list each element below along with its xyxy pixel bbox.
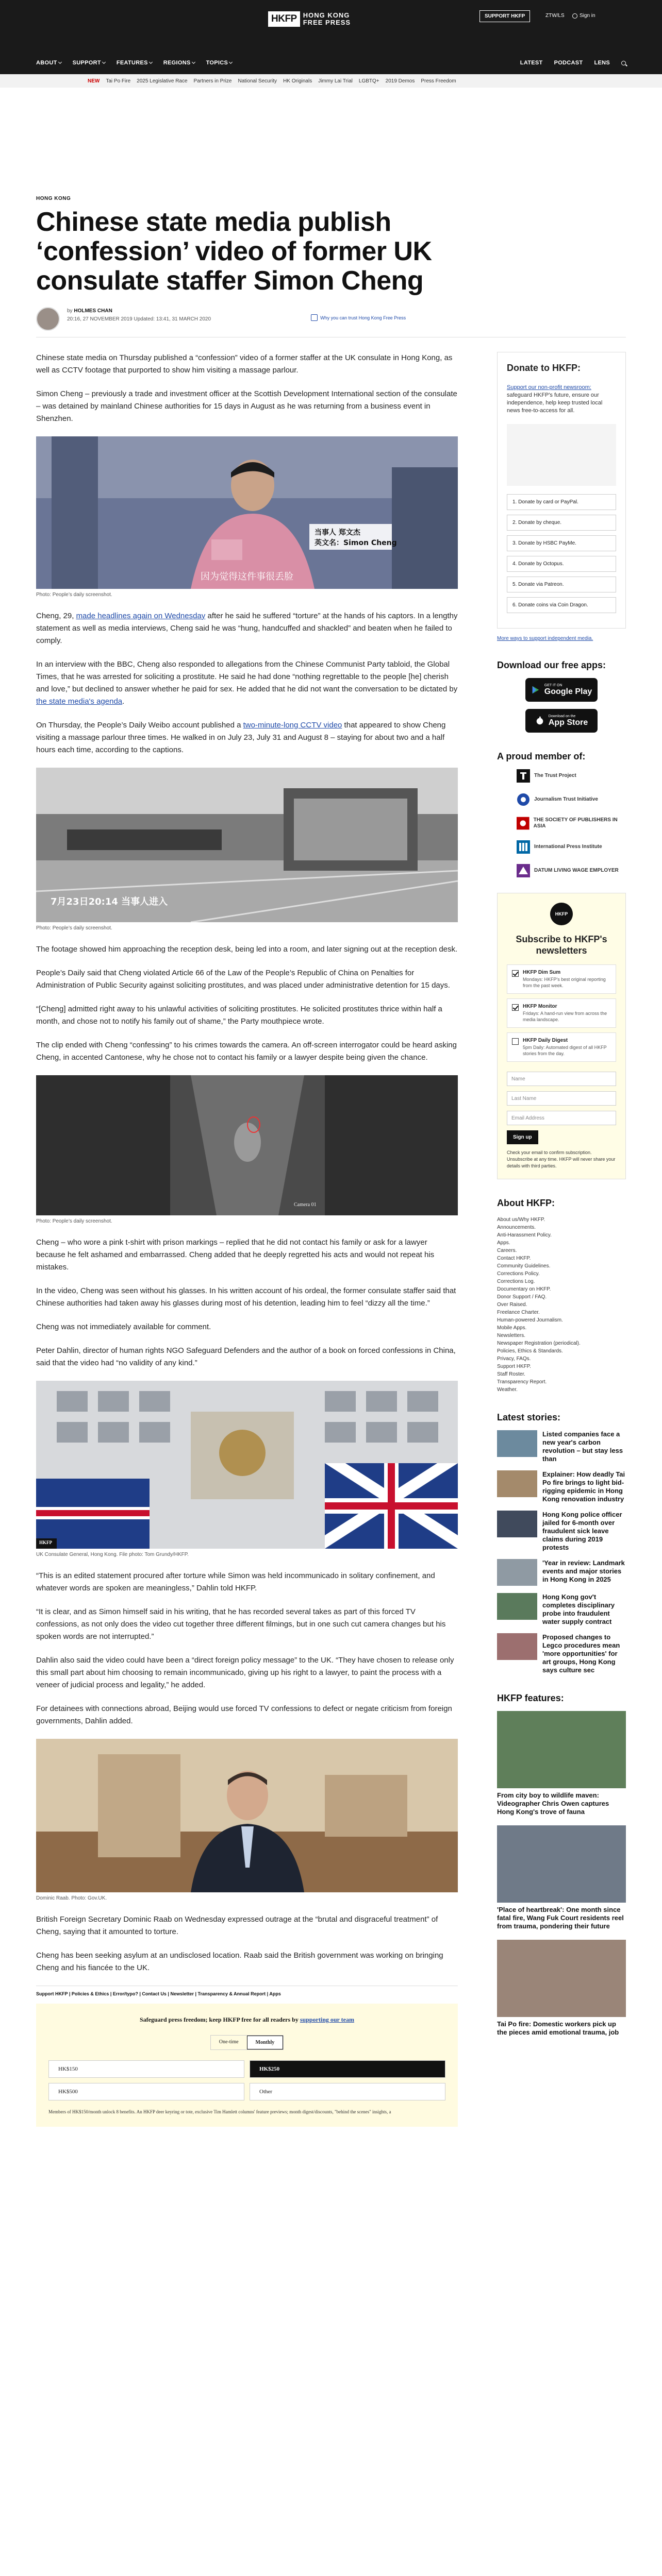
trending-bar: [0, 74, 662, 88]
paragraph: Peter Dahlin, director of human rights NGO Safeguard Defenders and the author of a book on forced confessions in China, said that the video had “no validity of any kind.”: [36, 1346, 456, 1367]
about-link[interactable]: Mobile Apps.: [497, 1325, 527, 1331]
search-icon[interactable]: [621, 61, 626, 65]
trust-project-logo: [517, 769, 530, 783]
donation-option-graphic: [507, 424, 616, 486]
camera-stamp: Camera 01: [294, 1202, 317, 1208]
about-link[interactable]: Corrections Policy.: [497, 1271, 540, 1277]
donate-option-patreon[interactable]: 5. Donate via Patreon.: [507, 577, 616, 592]
photo-caption: Photo: People’s daily screenshot.: [36, 1218, 112, 1224]
latest-title: Latest stories:: [497, 1412, 561, 1422]
nav-features[interactable]: FEATURES: [117, 60, 152, 66]
first-name-field[interactable]: Name: [507, 1072, 616, 1086]
trending-item[interactable]: Tai Po Fire: [106, 78, 131, 84]
about-link[interactable]: Donor Support / FAQ.: [497, 1294, 547, 1300]
paragraph: For detainees with connections abroad, Beijing would use forced TV confessions to defect or negate criticism from foreign governments, Dahlin added.: [36, 1704, 452, 1725]
amount-option[interactable]: HK$150: [48, 2060, 244, 2078]
about-link[interactable]: Staff Roster.: [497, 1371, 525, 1377]
nav-lens[interactable]: LENS: [594, 60, 610, 66]
chevron-down-icon: [102, 60, 106, 64]
trust-icon: [311, 314, 318, 321]
main-nav: [0, 52, 662, 74]
paragraph: Dahlin also said the video could have been a “direct foreign policy message” to the UK. “They have chosen to release only this small part about him choosing to remain incommunicado, giving up his right to a lawyer, to paint the process with a veneer of judicial process and legality,” he added.: [36, 1656, 454, 1689]
paragraph: “[Cheng] admitted right away to his unlawful activities of soliciting prostitutes. He solicited prostitutes thrice within half a month, and chose not to notify his family out of shame,” the Party mouthpiece wrote.: [36, 1005, 442, 1026]
google-play-icon: [531, 685, 540, 694]
email-field[interactable]: Email Address: [507, 1111, 616, 1125]
chevron-down-icon: [58, 60, 62, 64]
paragraph: Simon Cheng – previously a trade and investment officer at the Scottish Development International section of the consulate – was detained by mainland Chinese authorities for 15 days in August as he was returning from a business event in Shenzhen.: [36, 389, 457, 423]
paragraph: Chinese state media on Thursday published a “confession” video of a former staffer at the UK consulate in Hong Kong, as well as CCTV footage that purported to show him visiting a massage parlour.: [36, 353, 453, 375]
member-title: A proud member of:: [497, 751, 586, 761]
paragraph: Cheng has been seeking asylum at an undisclosed location. Raab said the British government was working on bringing Cheng and his fiancée to the UK.: [36, 1951, 443, 1972]
about-link[interactable]: Contact HKFP.: [497, 1256, 531, 1261]
about-link[interactable]: Apps.: [497, 1240, 510, 1246]
donate-option-octopus[interactable]: 4. Donate by Octopus.: [507, 556, 616, 572]
story-thumbnail: [497, 1511, 537, 1537]
logo-line2: FREE PRESS: [303, 19, 351, 26]
newsletter-option-daily-digest[interactable]: HKFP Daily Digest 5pm Daily: Automated digest of all HKFP stories from the day.: [507, 1032, 616, 1062]
trending-item[interactable]: Partners in Prize: [193, 78, 232, 84]
trending-item[interactable]: 2019 Demos: [385, 78, 415, 84]
nav-about[interactable]: ABOUT: [36, 60, 61, 66]
latest-story[interactable]: Hong Kong police officer jailed for 6-month over fraudulent sick leave claims during 2019 protests: [497, 1511, 626, 1552]
logo-line1: HONG KONG: [303, 11, 350, 20]
photo-caption: UK Consulate General, Hong Kong. File photo: Tom Grundy/HKFP.: [36, 1552, 189, 1557]
paragraph: People’s Daily said that Cheng violated Article 66 of the Law of the People’s Republic of China on Penalties for Administration of Public Security against soliciting prostitutes, and was placed under administrative detention for 15 days.: [36, 969, 450, 990]
about-link[interactable]: Newspaper Registration (periodical).: [497, 1341, 581, 1346]
app-store-button[interactable]: Download on the App Store: [525, 709, 598, 733]
page-title: Chinese state media publish ‘confession’ video of former UK consulate staffer Simon Cheng: [36, 207, 432, 296]
feature-image: [497, 1711, 626, 1788]
trending-label: NEW: [88, 78, 100, 84]
language-switch[interactable]: ZTW/LS: [545, 13, 565, 19]
photo-overlay-name: 当事人 郑文杰 英文名：Simon Cheng: [315, 529, 397, 547]
paragraph: The footage showed him approaching the reception desk, being led into a room, and later signing out at the reception desk.: [36, 945, 458, 954]
headlines-link[interactable]: made headlines again on Wednesday: [76, 612, 206, 620]
story-thumbnail: [497, 1593, 537, 1620]
amount-option-other[interactable]: Other: [250, 2083, 445, 2100]
newsletter-option-monitor[interactable]: HKFP Monitor Fridays: A hand-run view from across the media landscape.: [507, 998, 616, 1028]
donate-box: Donate to HKFP: Support our non-profit newsroom: safeguard HKFP's future, ensure our independence, help keep trusted local news free-to-access for all. 1. Donate by card or PayPal. 2. Donate by cheque. 3. Donate by HSBC PayMe. 4. Donate by Octopus. 5. Donate via Patreon. 6. Donate coins via Coin Dragon.: [497, 352, 626, 629]
article-photo-cctv: [36, 768, 458, 922]
checkbox-checked[interactable]: [512, 970, 519, 977]
support-band: Safeguard press freedom; keep HKFP free for all readers by supporting our team One-time Monthly HK$150 HK$250 HK$500 Other Members of HK$150/month unlock 8 benefits. An HKFP deer keyring or tote, exclusive Tim Hamlett columns' feature previews; month digest/discounts, "behind the scenes" insights, a: [36, 2004, 458, 2127]
about-title: About HKFP:: [497, 1198, 555, 1208]
paragraph: On Thursday, the People’s Daily Weibo account published a two-minute-long CCTV video that appeared to show Cheng visiting a massage parlour three times. He walked in on July 23, July 31 and August 8 – staying for about two and a half hours each time, according to the captions.: [36, 721, 446, 754]
author-name[interactable]: HOLMES CHAN: [74, 308, 112, 314]
about-link[interactable]: Community Guidelines.: [497, 1263, 551, 1269]
about-link[interactable]: Freelance Charter.: [497, 1310, 540, 1315]
site-logo[interactable]: HKFP HONG KONG FREE PRESS: [268, 11, 351, 27]
article-body: [36, 352, 458, 2127]
ad-space: [0, 88, 662, 196]
latest-story[interactable]: 'Year in review: Landmark events and major stories in Hong Kong in 2025: [497, 1559, 626, 1586]
chevron-down-icon: [192, 60, 195, 64]
checkbox[interactable]: [512, 1038, 519, 1045]
latest-story[interactable]: Explainer: How deadly Tai Po fire brings to light bid-rigging epidemic in Hong Kong renovation industry: [497, 1470, 626, 1503]
about-link[interactable]: Privacy, FAQs.: [497, 1356, 531, 1362]
newsletter-title: Subscribe to HKFP's newsletters: [516, 934, 607, 956]
about-link[interactable]: Policies, Ethics & Standards.: [497, 1348, 563, 1354]
partner-jti[interactable]: Journalism Trust Initiative: [497, 793, 626, 806]
story-thumbnail: [497, 1633, 537, 1660]
latest-story[interactable]: Listed companies face a new year's carbon revolution – but stay less than: [497, 1430, 626, 1463]
paragraph: Cheng, 29, made headlines again on Wednesday after he said he suffered “torture” at the hands of his captors. In a lengthy statement as well as media interviews, Cheng said he was “hung, handcuffed and shackled” and beaten when he failed to comply.: [36, 612, 458, 645]
frequency-toggle: [210, 2035, 284, 2050]
section-label[interactable]: HONG KONG: [36, 196, 71, 201]
article-photo-consulate: [36, 1381, 458, 1549]
amount-option-selected[interactable]: HK$250: [250, 2060, 445, 2078]
trending-item[interactable]: LGBTQ+: [358, 78, 379, 84]
about-link[interactable]: Human-powered Journalism.: [497, 1317, 563, 1323]
feature-story[interactable]: From city boy to wildlife maven: Videographer Chris Owen captures Hong Kong's trove of fauna: [497, 1711, 626, 1816]
trending-item[interactable]: Jimmy Lai Trial: [318, 78, 353, 84]
story-thumbnail: [497, 1470, 537, 1497]
about-link[interactable]: Newsletters.: [497, 1333, 526, 1338]
sidebar: [497, 352, 626, 2127]
frequency-one-time[interactable]: One-time: [219, 2039, 239, 2045]
paragraph: British Foreign Secretary Dominic Raab on Wednesday expressed outrage at the “brutal and disgraceful treatment” of Cheng, saying that it amounted to torture.: [36, 1915, 438, 1936]
nav-podcast[interactable]: PODCAST: [554, 60, 583, 66]
paragraph: “It is clear, and as Simon himself said in his writing, that he has recorded several takes as part of this forced TV confessions, as not only does the video cut together three different filmings, but in one such cut camera changes but his spoken words are not interrupted.”: [36, 1607, 446, 1641]
partner-trust-project[interactable]: The Trust Project: [497, 769, 626, 783]
apple-icon: [535, 716, 544, 725]
more-ways-link[interactable]: More ways to support independent media.: [497, 636, 593, 641]
jti-logo: [517, 793, 530, 806]
article-photo-confession: [36, 436, 458, 589]
chevron-down-icon: [149, 60, 153, 64]
state-media-link[interactable]: the state media's agenda: [36, 697, 123, 706]
datum-logo: [517, 864, 530, 877]
partner-sopa[interactable]: THE SOCIETY OF PUBLISHERS IN ASIA: [497, 817, 626, 830]
story-thumbnail: [497, 1430, 537, 1457]
story-thumbnail: [497, 1559, 537, 1586]
donate-title: Donate to HKFP:: [507, 363, 581, 373]
donate-option-payme[interactable]: 3. Donate by HSBC PayMe.: [507, 535, 616, 551]
trust-note[interactable]: Why you can trust Hong Kong Free Press: [311, 314, 406, 321]
feature-image: [497, 1825, 626, 1903]
about-link[interactable]: Careers.: [497, 1248, 517, 1253]
about-link[interactable]: About us/Why HKFP.: [497, 1217, 545, 1223]
about-link[interactable]: Weather.: [497, 1387, 518, 1393]
newsletter-note: Check your email to confirm subscription. Unsubscribe at any time. HKFP will never share your details with third parties.: [507, 1150, 616, 1168]
donate-option-card[interactable]: 1. Donate by card or PayPal.: [507, 494, 616, 510]
about-link[interactable]: Over Raised.: [497, 1302, 527, 1308]
photo-subtitle: 因为觉得这件事很丢脸: [201, 571, 293, 582]
avatar: [36, 307, 60, 331]
trending-item[interactable]: HK Originals: [283, 78, 312, 84]
about-link[interactable]: Anti-Harassment Policy.: [497, 1232, 552, 1238]
donate-intro-link[interactable]: Support our non-profit newsroom:: [507, 384, 591, 391]
about-link[interactable]: Corrections Log.: [497, 1279, 535, 1284]
paragraph: The clip ended with Cheng “confessing” to his crimes towards the camera. An off-screen interrogator could be heard asking Cheng, in accented Cantonese, why he chose not to contact his family or a lawyer despite being given the chance.: [36, 1041, 457, 1062]
sign-up-button[interactable]: Sign up: [507, 1130, 538, 1144]
partner-datum[interactable]: DATUM LIVING WAGE EMPLOYER: [497, 864, 626, 877]
article-container: [36, 196, 626, 2127]
about-link[interactable]: Announcements.: [497, 1225, 536, 1230]
about-link[interactable]: Transparency Report.: [497, 1379, 547, 1385]
paragraph: “This is an edited statement procured after torture while Simon was held incommunicado in solitary confinement, and whatever words are spoken are meaningless,” Dahlin told HKFP.: [36, 1571, 435, 1592]
user-icon: [572, 13, 577, 19]
photo-caption: Photo: People’s daily screenshot.: [36, 925, 112, 931]
feature-story[interactable]: Tai Po fire: Domestic workers pick up the pieces amid emotional trauma, job: [497, 1940, 626, 2037]
newsletter-box: [497, 893, 626, 1179]
latest-story[interactable]: Hong Kong gov't completes disciplinary probe into fraudulent water supply contract: [497, 1593, 626, 1626]
amount-grid: [48, 2060, 445, 2100]
trending-item[interactable]: National Security: [238, 78, 277, 84]
article-photo-corridor: [36, 1075, 458, 1215]
donate-option-coin-dragon[interactable]: 6. Donate coins via Coin Dragon.: [507, 597, 616, 613]
article-footer-links: Support HKFP | Policies & Ethics | Error/typo? | Contact Us | Newsletter | Transparency & Annual Report | Apps: [36, 1986, 458, 1996]
nav-regions[interactable]: REGIONS: [163, 60, 195, 66]
byline: by HOLMES CHAN 20:16, 27 NOVEMBER 2019 Updated: 13:41, 31 MARCH 2020 Why you can trust Hong Kong Free Press: [36, 307, 626, 331]
paragraph: In an interview with the BBC, Cheng also responded to allegations from the Chinese Communist Party tabloid, the Global Times, that he was arrested for soliciting a prostitute. He said he had done “nothing regrettable to the people [he] cherish and love,” but declined to answer whether he paid for sex. He added that he did not want the conversation to be dictated by the state media's agenda.: [36, 660, 458, 706]
dateline: 20:16, 27 NOVEMBER 2019 Updated: 13:41, 31 MARCH 2020: [67, 316, 211, 322]
partner-ipi[interactable]: International Press Institute: [497, 840, 626, 854]
article-photo-raab: [36, 1739, 458, 1892]
newsletter-option-dim-sum[interactable]: HKFP Dim Sum Mondays: HKFP's best original reporting from the past week.: [507, 964, 616, 994]
features-title: HKFP features:: [497, 1693, 564, 1703]
frequency-monthly[interactable]: Monthly: [247, 2036, 284, 2049]
chevron-down-icon: [229, 60, 233, 64]
about-link[interactable]: Documentary on HKFP.: [497, 1286, 551, 1292]
photo-caption: Photo: People’s daily screenshot.: [36, 592, 112, 598]
sopa-logo: [517, 817, 529, 830]
checkbox-checked[interactable]: [512, 1004, 519, 1011]
nav-topics[interactable]: TOPICS: [206, 60, 233, 66]
feature-story[interactable]: 'Place of heartbreak': One month since fatal fire, Wang Fuk Court residents reel from trauma, pondering their future: [497, 1825, 626, 1930]
ipi-logo: [517, 840, 530, 854]
trending-item[interactable]: Press Freedom: [421, 78, 456, 84]
hkfp-watermark: HKFP: [39, 1540, 52, 1545]
about-link[interactable]: Support HKFP.: [497, 1364, 531, 1369]
latest-story[interactable]: Proposed changes to Legco procedures mean 'more opportunities' for art groups, Hong Kong says culture sec: [497, 1633, 626, 1674]
about-list: [497, 1216, 626, 1394]
nav-support[interactable]: SUPPORT: [73, 60, 105, 66]
google-play-button[interactable]: GET IT ON Google Play: [525, 678, 598, 702]
paragraph: In the video, Cheng was seen without his glasses. In his written account of his ordeal, the former consulate staffer said that Chinese authorities had taken away his glasses during most of his detention, leading him to feel “dizzy all the time.”: [36, 1286, 456, 1308]
support-team-link[interactable]: supporting our team: [300, 2016, 354, 2023]
masthead: [0, 0, 662, 52]
sign-in-link[interactable]: Sign in: [572, 13, 595, 19]
cctv-video-link[interactable]: two-minute-long CCTV video: [243, 721, 342, 730]
feature-image: [497, 1940, 626, 2017]
donate-option-cheque[interactable]: 2. Donate by cheque.: [507, 515, 616, 531]
cctv-overlay: 7月23日20:14 当事人进入: [51, 896, 168, 907]
membership-note: Members of HK$150/month unlock 8 benefits. An HKFP deer keyring or tote, exclusive Tim Hamlett columns' feature previews; month digest/discounts, "behind the scenes" insights, a: [48, 2109, 391, 2114]
trending-item[interactable]: 2025 Legislative Race: [137, 78, 188, 84]
newsletter-logo: HKFP: [550, 903, 573, 925]
last-name-field[interactable]: Last Name: [507, 1091, 616, 1106]
support-hkfp-button[interactable]: SUPPORT HKFP: [479, 10, 530, 22]
paragraph: Cheng – who wore a pink t-shirt with prison markings – replied that he did not contact his family or ask for a lawyer because he felt ashamed and embarrassed. Cheng added that he deeply regretted his acts and would not repeat his mistakes.: [36, 1238, 435, 1272]
paragraph: Cheng was not immediately available for comment.: [36, 1323, 211, 1331]
amount-option[interactable]: HK$500: [48, 2083, 244, 2100]
apps-title: Download our free apps:: [497, 660, 606, 670]
photo-caption: Dominic Raab. Photo: Gov.UK.: [36, 1895, 107, 1901]
nav-latest[interactable]: LATEST: [520, 60, 543, 66]
